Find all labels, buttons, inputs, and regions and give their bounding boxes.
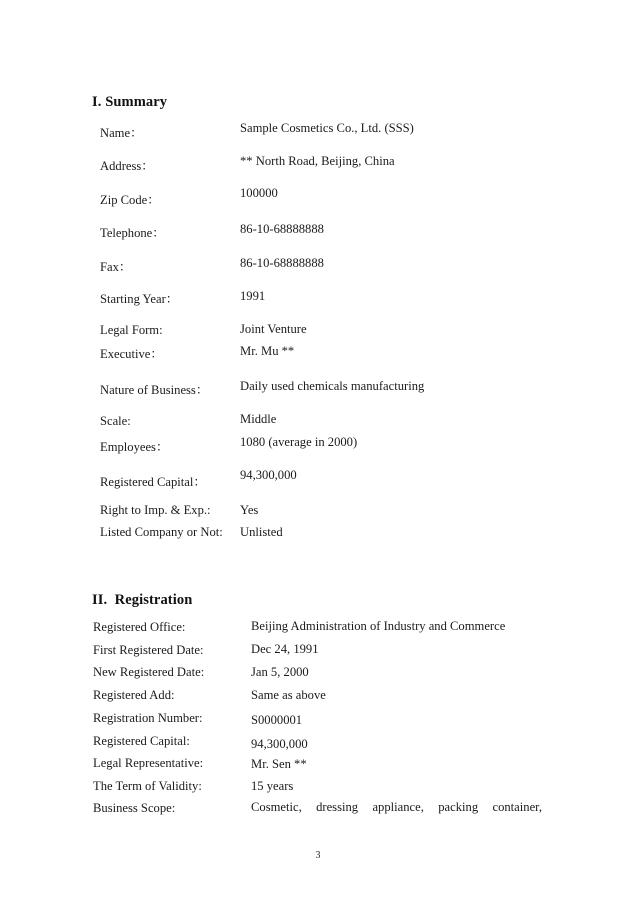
field-value-employees: 1080 (average in 2000)	[240, 435, 358, 449]
field-label-registration-number: Registration Number:	[93, 711, 203, 725]
field-label-nature-of-business: Nature of Business：	[100, 383, 209, 397]
field-label-registered-office: Registered Office:	[93, 620, 186, 634]
field-value-first-registered-date: Dec 24, 1991	[251, 642, 319, 656]
field-value-legal-form: Joint Venture	[240, 322, 307, 336]
field-label-listed-company: Listed Company or Not:	[100, 525, 223, 539]
field-label-fax: Fax：	[100, 260, 132, 274]
field-value-starting-year: 1991	[240, 289, 266, 303]
field-value-name: Sample Cosmetics Co., Ltd. (SSS)	[240, 121, 414, 135]
field-value-term-of-validity: 15 years	[251, 779, 294, 793]
field-label-starting-year: Starting Year：	[100, 292, 179, 306]
field-value-right-to-imp-exp: Yes	[240, 503, 259, 517]
field-label-legal-representative: Legal Representative:	[93, 756, 204, 770]
field-label-first-registered-date: First Registered Date:	[93, 643, 204, 657]
field-value-registered-capital: 94,300,000	[240, 468, 297, 482]
field-label-business-scope: Business Scope:	[93, 801, 176, 815]
section-heading-summary: I. Summary	[92, 94, 168, 110]
field-label-scale: Scale:	[100, 414, 131, 428]
field-label-address: Address：	[100, 159, 154, 173]
field-value-fax: 86-10-68888888	[240, 256, 324, 270]
field-value-registered-capital-2: 94,300,000	[251, 737, 308, 751]
field-label-right-to-imp-exp: Right to Imp. & Exp.:	[100, 503, 211, 517]
page-number: 3	[315, 850, 321, 861]
field-label-zip-code: Zip Code：	[100, 193, 160, 207]
section-heading-registration: II. Registration	[92, 592, 193, 608]
field-label-registered-capital-2: Registered Capital:	[93, 734, 190, 748]
field-value-zip-code: 100000	[240, 186, 278, 200]
field-label-telephone: Telephone：	[100, 226, 165, 240]
field-value-listed-company: Unlisted	[240, 525, 283, 539]
field-label-executive: Executive：	[100, 347, 163, 361]
field-label-new-registered-date: New Registered Date:	[93, 665, 205, 679]
field-value-telephone: 86-10-68888888	[240, 222, 324, 236]
field-value-address: ** North Road, Beijing, China	[240, 154, 395, 168]
field-value-registered-office: Beijing Administration of Industry and Commerce	[251, 619, 506, 633]
field-value-registration-number: S0000001	[251, 713, 303, 727]
field-label-employees: Employees：	[100, 440, 169, 454]
field-label-name: Name：	[100, 126, 143, 140]
field-value-new-registered-date: Jan 5, 2000	[251, 665, 309, 679]
field-label-registered-add: Registered Add:	[93, 688, 175, 702]
field-value-legal-representative: Mr. Sen **	[251, 757, 307, 771]
field-label-term-of-validity: The Term of Validity:	[93, 779, 202, 793]
field-label-legal-form: Legal Form:	[100, 323, 163, 337]
field-value-registered-add: Same as above	[251, 688, 326, 702]
field-label-registered-capital: Registered Capital：	[100, 475, 206, 489]
field-value-nature-of-business: Daily used chemicals manufacturing	[240, 379, 425, 393]
field-value-business-scope: Cosmetic, dressing appliance, packing container,	[251, 800, 542, 814]
field-value-executive: Mr. Mu **	[240, 344, 295, 358]
field-value-scale: Middle	[240, 412, 277, 426]
